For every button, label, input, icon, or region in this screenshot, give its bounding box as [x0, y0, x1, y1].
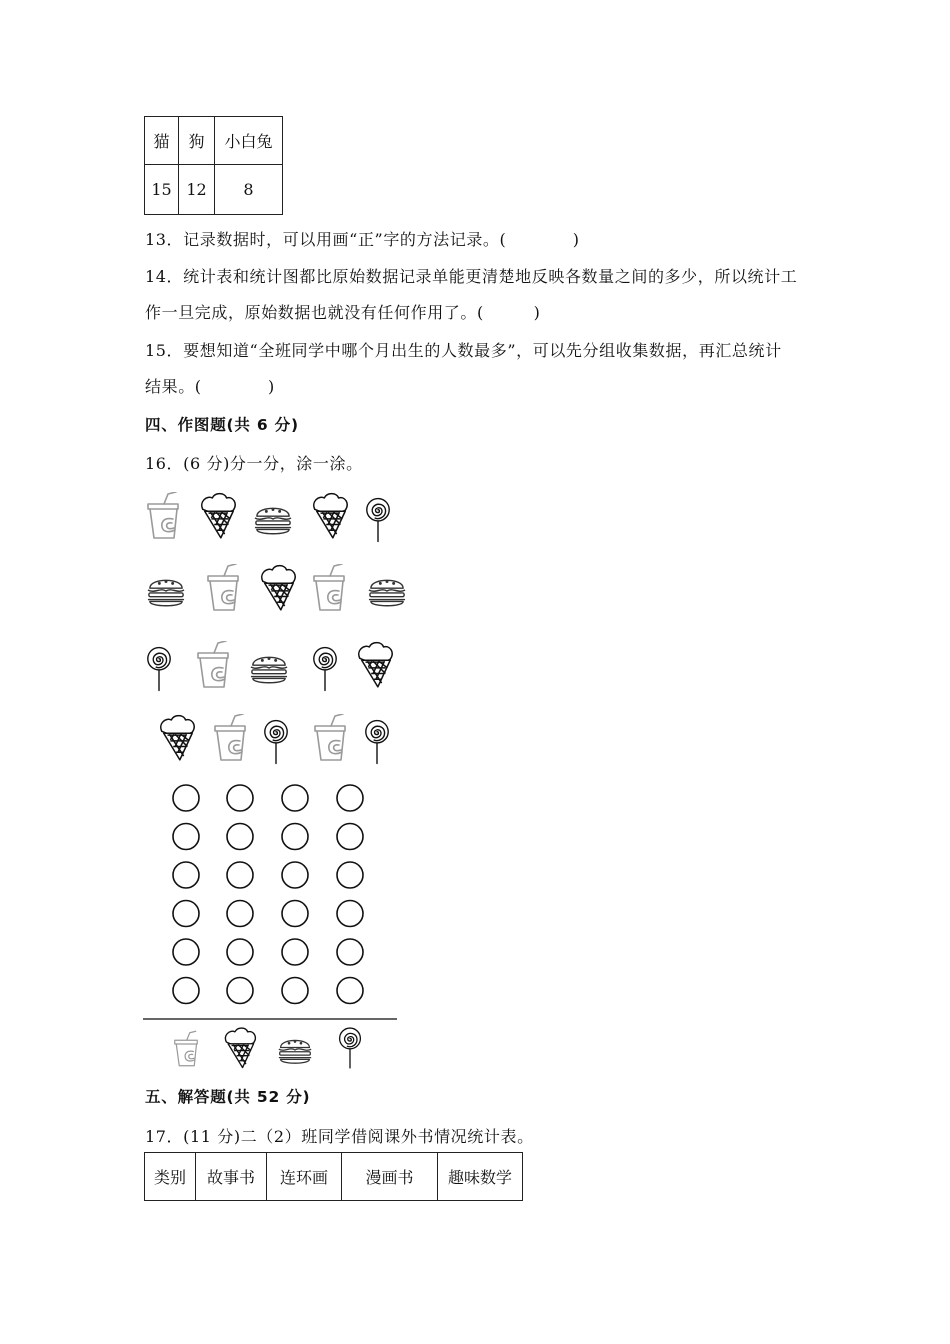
tally-circle-icecream[interactable]	[227, 901, 253, 927]
tally-circle-icecream[interactable]	[227, 785, 253, 811]
pet-table-header-cell: 小白兔	[215, 117, 283, 165]
book-table-header-cell: 趣味数学	[438, 1153, 523, 1201]
burger-icon	[145, 572, 187, 610]
cup-icon	[310, 714, 350, 764]
question-17: 17．(11 分)二（2）班同学借阅课外书情况统计表。	[145, 1127, 534, 1146]
lollipop-icon	[364, 496, 392, 544]
tally-circle-cup[interactable]	[173, 785, 199, 811]
burger-icon	[252, 500, 294, 538]
cup-icon	[143, 492, 183, 542]
lollipop-icon	[340, 1028, 361, 1068]
pet-table-value-row	[145, 165, 283, 215]
tally-circle-burger[interactable]	[282, 978, 308, 1004]
tally-circle-lollipop[interactable]	[337, 901, 363, 927]
question-15-line1: 15．要想知道“全班同学中哪个月出生的人数最多”，可以先分组收集数据，再汇总统计	[145, 341, 782, 360]
cup-icon	[193, 641, 233, 691]
tally-circle-icecream[interactable]	[227, 939, 253, 965]
cup-icon	[309, 564, 349, 614]
tally-circle-burger[interactable]	[282, 824, 308, 850]
cup-icon	[210, 714, 250, 764]
tally-circle-icecream[interactable]	[227, 824, 253, 850]
book-table-header-cell: 类别	[145, 1153, 196, 1201]
lollipop-icon	[262, 718, 290, 766]
icecream-icon	[225, 1028, 255, 1068]
icecream-icon	[356, 641, 394, 689]
tally-circle-burger[interactable]	[282, 901, 308, 927]
tally-circle-lollipop[interactable]	[337, 824, 363, 850]
tally-circle-icecream[interactable]	[227, 862, 253, 888]
tally-circle-burger[interactable]	[282, 939, 308, 965]
section-5-title: 五、解答题(共 52 分)	[145, 1088, 311, 1106]
tally-circle-burger[interactable]	[282, 785, 308, 811]
question-14-line2: 作一旦完成，原始数据也就没有任何作用了。( )	[145, 303, 541, 322]
book-table-header-cell: 漫画书	[342, 1153, 438, 1201]
tally-circle-cup[interactable]	[173, 939, 199, 965]
cup-icon	[175, 1031, 198, 1066]
pet-table-value-cell: 12	[179, 165, 215, 215]
icecream-icon	[199, 492, 237, 540]
lollipop-icon	[363, 718, 391, 766]
question-15-line2: 结果。( )	[145, 377, 275, 396]
book-table-header-cell: 连环画	[267, 1153, 342, 1201]
pictograph-chart	[140, 778, 402, 1078]
lollipop-icon	[145, 645, 173, 693]
book-table-header-cell: 故事书	[196, 1153, 267, 1201]
icecream-icon	[259, 564, 297, 612]
tally-circle-lollipop[interactable]	[337, 939, 363, 965]
cup-icon	[203, 564, 243, 614]
book-borrow-table	[144, 1152, 523, 1201]
burger-icon	[248, 649, 290, 687]
tally-circle-cup[interactable]	[173, 862, 199, 888]
tally-circle-cup[interactable]	[173, 824, 199, 850]
lollipop-icon	[311, 645, 339, 693]
pet-table-header-cell: 狗	[179, 117, 215, 165]
section-4-title: 四、作图题(共 6 分)	[145, 416, 299, 434]
tally-circle-cup[interactable]	[173, 901, 199, 927]
tally-circle-lollipop[interactable]	[337, 785, 363, 811]
question-13: 13．记录数据时，可以用画“正”字的方法记录。( )	[145, 230, 580, 249]
tally-circle-icecream[interactable]	[227, 978, 253, 1004]
tally-circle-lollipop[interactable]	[337, 978, 363, 1004]
question-14-line1: 14．统计表和统计图都比原始数据记录单能更清楚地反映各数量之间的多少，所以统计工	[145, 267, 798, 286]
burger-icon	[279, 1040, 311, 1063]
icecream-icon	[311, 492, 349, 540]
burger-icon	[366, 572, 408, 610]
tally-circle-cup[interactable]	[173, 978, 199, 1004]
pet-count-table	[144, 116, 283, 215]
question-16: 16．(6 分)分一分，涂一涂。	[145, 454, 363, 473]
pet-table-header-cell: 猫	[145, 117, 179, 165]
icecream-icon	[158, 714, 196, 762]
book-table-header-row	[145, 1153, 523, 1201]
pet-table-value-cell: 8	[215, 165, 283, 215]
tally-circle-burger[interactable]	[282, 862, 308, 888]
pet-table-value-cell: 15	[145, 165, 179, 215]
pet-table-header-row	[145, 117, 283, 165]
tally-circle-lollipop[interactable]	[337, 862, 363, 888]
